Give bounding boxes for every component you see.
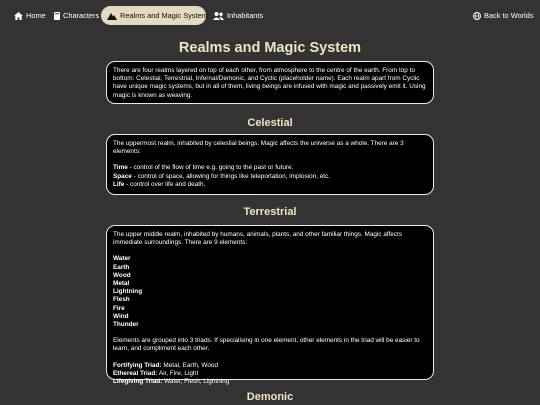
element-item: Fire (113, 304, 125, 312)
nav-back-to-worlds[interactable] (467, 6, 540, 25)
nav-characters-label: Characters (63, 11, 100, 20)
demonic-title: Demonic (246, 391, 294, 403)
celestial-desc: The uppermost realm, inhabited by celestial beings. Magic affects the universe as a whole. There are 3 elements: (113, 140, 404, 156)
element-item: Water (113, 255, 131, 263)
nav-home[interactable] (8, 6, 52, 25)
element-item: Metal (113, 280, 130, 288)
element-item: Life - control over life and death. (113, 180, 206, 188)
triads-desc: Elements are grouped into 3 triads. If specialising in one element, other elements in the triad will be easier to learn, and compliment each other. (113, 337, 420, 353)
element-item: Wind (113, 312, 129, 320)
triad-item: Fortifying Triad: Metal, Earth, Wood (113, 361, 218, 369)
element-item: Wood (113, 271, 131, 279)
page-title: Realms and Magic System (178, 40, 362, 56)
element-item: Flesh (113, 296, 130, 304)
element-item: Space - control of space, allowing for things like teleportation, implosion, etc. (113, 172, 331, 180)
intro-text: There are four realms layered on top of each other, from atmosphere to the centre of the earth. From top to bottom: Celestial, Terrestrial, Infernal/Demonic, and Cyclic (placeholder name). Each realm apart from Cyclic have unique magic systems, but in all of them, living beings are infused with magic and passively emit it. Using magic is known as weaving. (113, 67, 426, 99)
nav-characters[interactable] (48, 6, 105, 25)
element-item: Earth (113, 263, 130, 271)
nav-realms[interactable] (101, 6, 206, 25)
nav-back-label: Back to Worlds (484, 11, 534, 20)
celestial-title: Celestial (247, 117, 293, 129)
globe-icon (473, 12, 481, 20)
element-item: Thunder (113, 321, 139, 329)
nav-inhabitants[interactable] (207, 6, 269, 25)
users-icon (213, 12, 224, 20)
terrestrial-title: Terrestrial (243, 206, 297, 218)
mountain-icon (107, 12, 117, 20)
home-icon (14, 12, 23, 20)
book-icon (54, 12, 60, 20)
nav-home-label: Home (26, 11, 46, 20)
nav-inhabitants-label: Inhabitants (227, 11, 264, 20)
terrestrial-card (106, 225, 434, 386)
intro-card (106, 61, 434, 104)
terrestrial-desc: The upper middle realm, inhabited by humans, animals, plants, and other familiar things. Magic affects immediate surroundings. There are 9 elements: (113, 231, 403, 247)
element-item: Lightning (113, 288, 143, 296)
triad-item: Lifegiving Triad: Water, Flesh, Lightning (113, 378, 230, 386)
triad-item: Ethereal Triad: Air, Fire, Light (113, 369, 199, 377)
celestial-card (106, 134, 434, 195)
navbar (0, 0, 540, 31)
element-item: Time - control of the flow of time e.g. going to the past or future. (113, 164, 294, 172)
nav-realms-label: Realms and Magic System (120, 11, 208, 20)
